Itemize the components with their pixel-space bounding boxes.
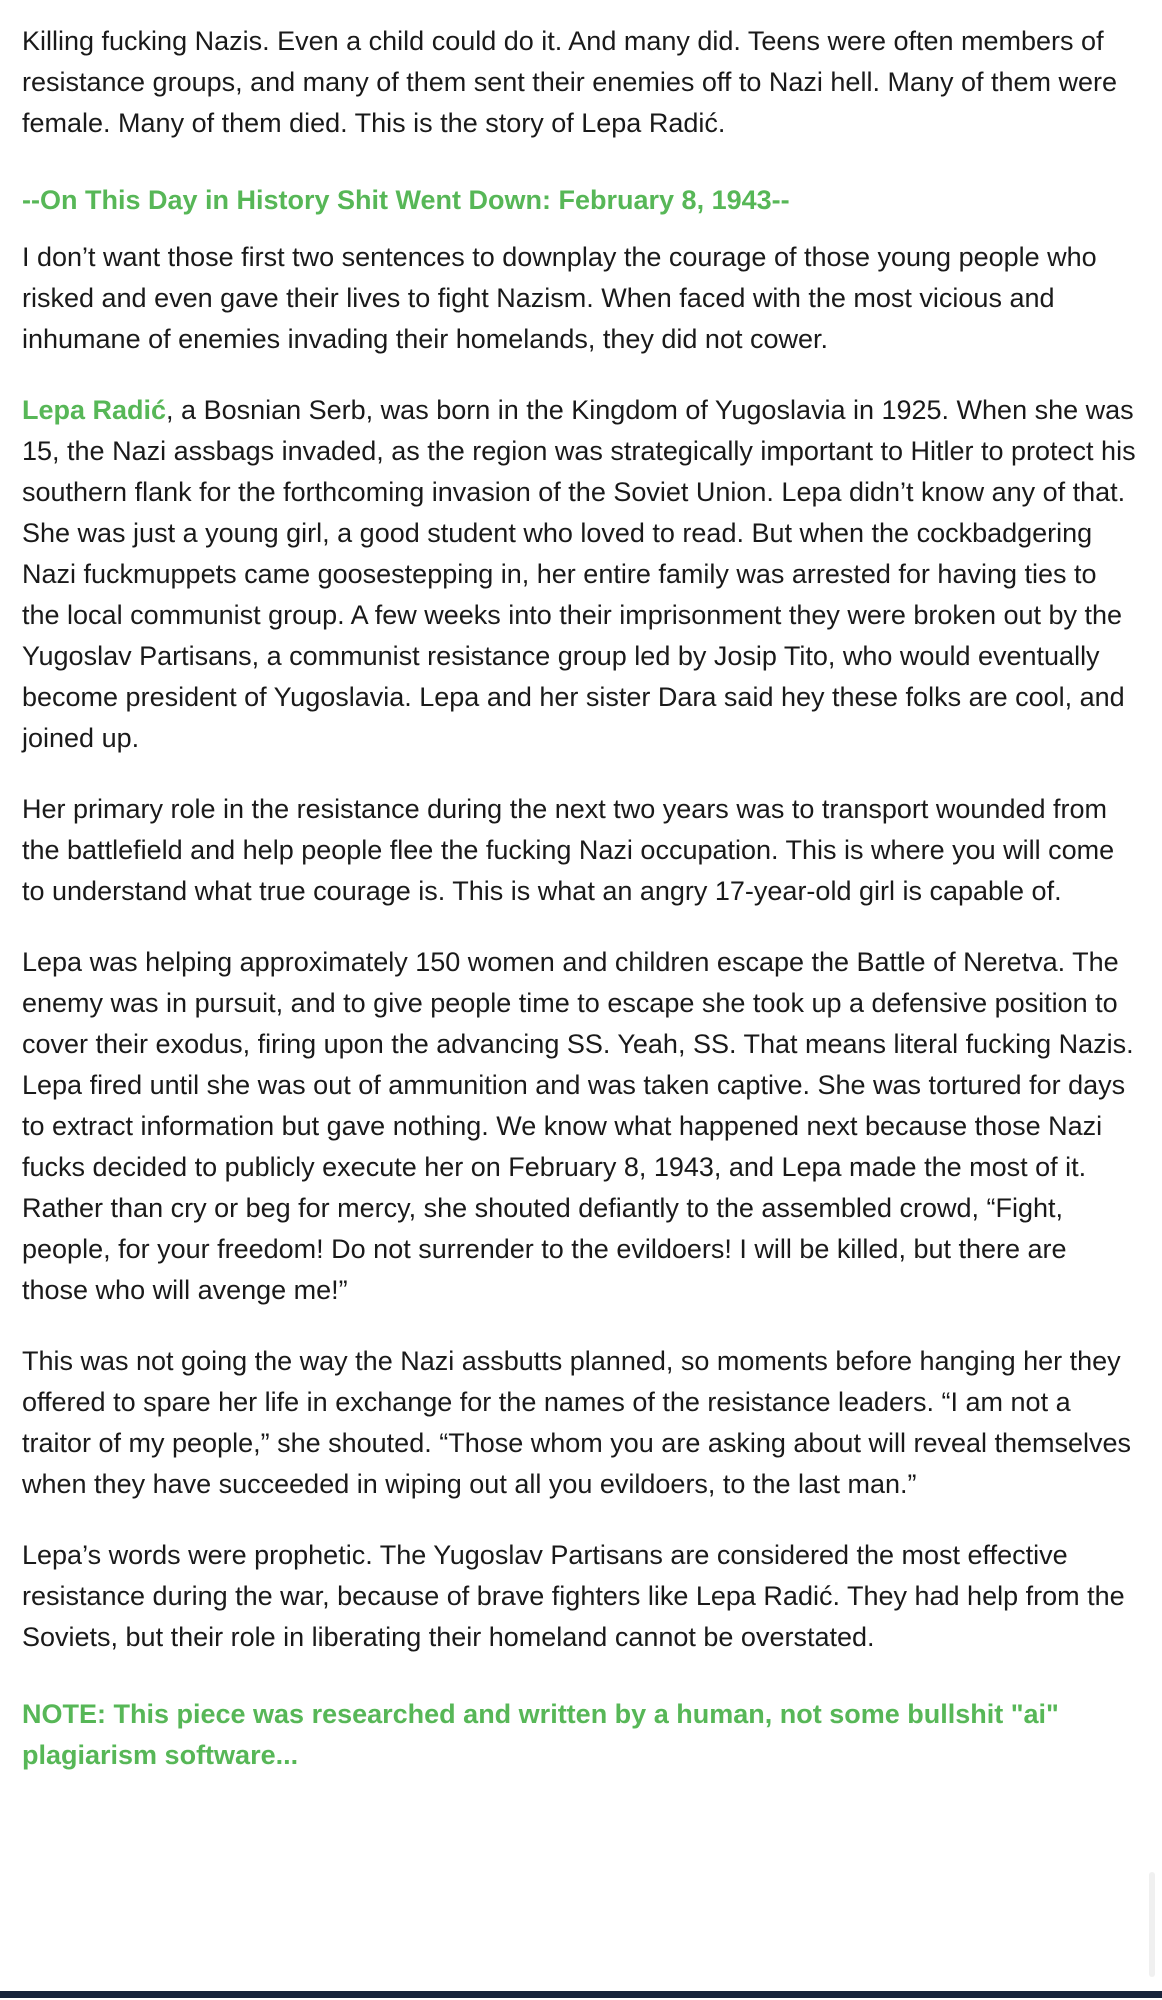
paragraph-lepa-bio-text: , a Bosnian Serb, was born in the Kingdom of Yugoslavia in 1925. When she was 15, the Nazi assbags invaded, as the region was strategically important to Hitler to protect his southern flank for the forthcoming invasion of the Soviet Union. Lepa didn’t know any of that. She was just a young girl, a good student who loved to read. But when the cockbadgering Nazi fuckmuppets came goosestepping in, her entire family was arrested for having ties to the local communist group. A few weeks into their imprisonment they were broken out by the Yugoslav Partisans, a communist resistance group led by Josip Tito, who would eventually become president of Yugoslavia. Lepa and her sister Dara said hey these folks are cool, and joined up.: [22, 395, 1136, 753]
note-paragraph: NOTE: This piece was researched and written by a human, not some bullshit "ai" plagiarism software...: [22, 1699, 1059, 1770]
scrollbar-thumb[interactable]: [1149, 1872, 1155, 1977]
paragraph-prophetic: Lepa’s words were prophetic. The Yugoslav Partisans are considered the most effective resistance during the war, because of brave fighters like Lepa Radić. They had help from the Soviets, but their role in liberating their homeland cannot be overstated.: [22, 1540, 1125, 1652]
series-heading: --On This Day in History Shit Went Down: February 8, 1943--: [22, 185, 790, 215]
bottom-bar: [0, 1991, 1162, 1998]
lepa-radic-link[interactable]: Lepa Radić: [22, 395, 167, 425]
paragraph-lepa-bio: [22, 390, 1140, 759]
paragraph-intro: Killing fucking Nazis. Even a child could do it. And many did. Teens were often members of resistance groups, and many of them sent their enemies off to Nazi hell. Many of them were female. Many of them died. This is the story of Lepa Radić.: [22, 26, 1118, 138]
paragraph-courage: I don’t want those first two sentences to downplay the courage of those young people who risked and even gave their lives to fight Nazism. When faced with the most vicious and inhumane of enemies invading their homelands, they did not cower.: [22, 242, 1097, 354]
paragraph-defiance: This was not going the way the Nazi assbutts planned, so moments before hanging her they offered to spare her life in exchange for the names of the resistance leaders. “I am not a traitor of my people,” she shouted. “Those whom you are asking about will reveal themselves when they have succeeded in wiping out all you evildoers, to the last man.”: [22, 1346, 1132, 1499]
paragraph-battle: Lepa was helping approximately 150 women and children escape the Battle of Neretva. The enemy was in pursuit, and to give people time to escape she took up a defensive position to cover their exodus, firing upon the advancing SS. Yeah, SS. That means literal fucking Nazis. Lepa fired until she was out of ammunition and was taken captive. She was tortured for days to extract information but gave nothing. We know what happened next because those Nazi fucks decided to publicly execute her on February 8, 1943, and Lepa made the most of it. Rather than cry or beg for mercy, she shouted defiantly to the assembled crowd, “Fight, people, for your freedom! Do not surrender to the evildoers! I will be killed, but there are those who will avenge me!”: [22, 947, 1134, 1305]
paragraph-role: Her primary role in the resistance during the next two years was to transport wounded from the battlefield and help people flee the fucking Nazi occupation. This is where you will come to understand what true courage is. This is what an angry 17-year-old girl is capable of.: [22, 794, 1115, 906]
